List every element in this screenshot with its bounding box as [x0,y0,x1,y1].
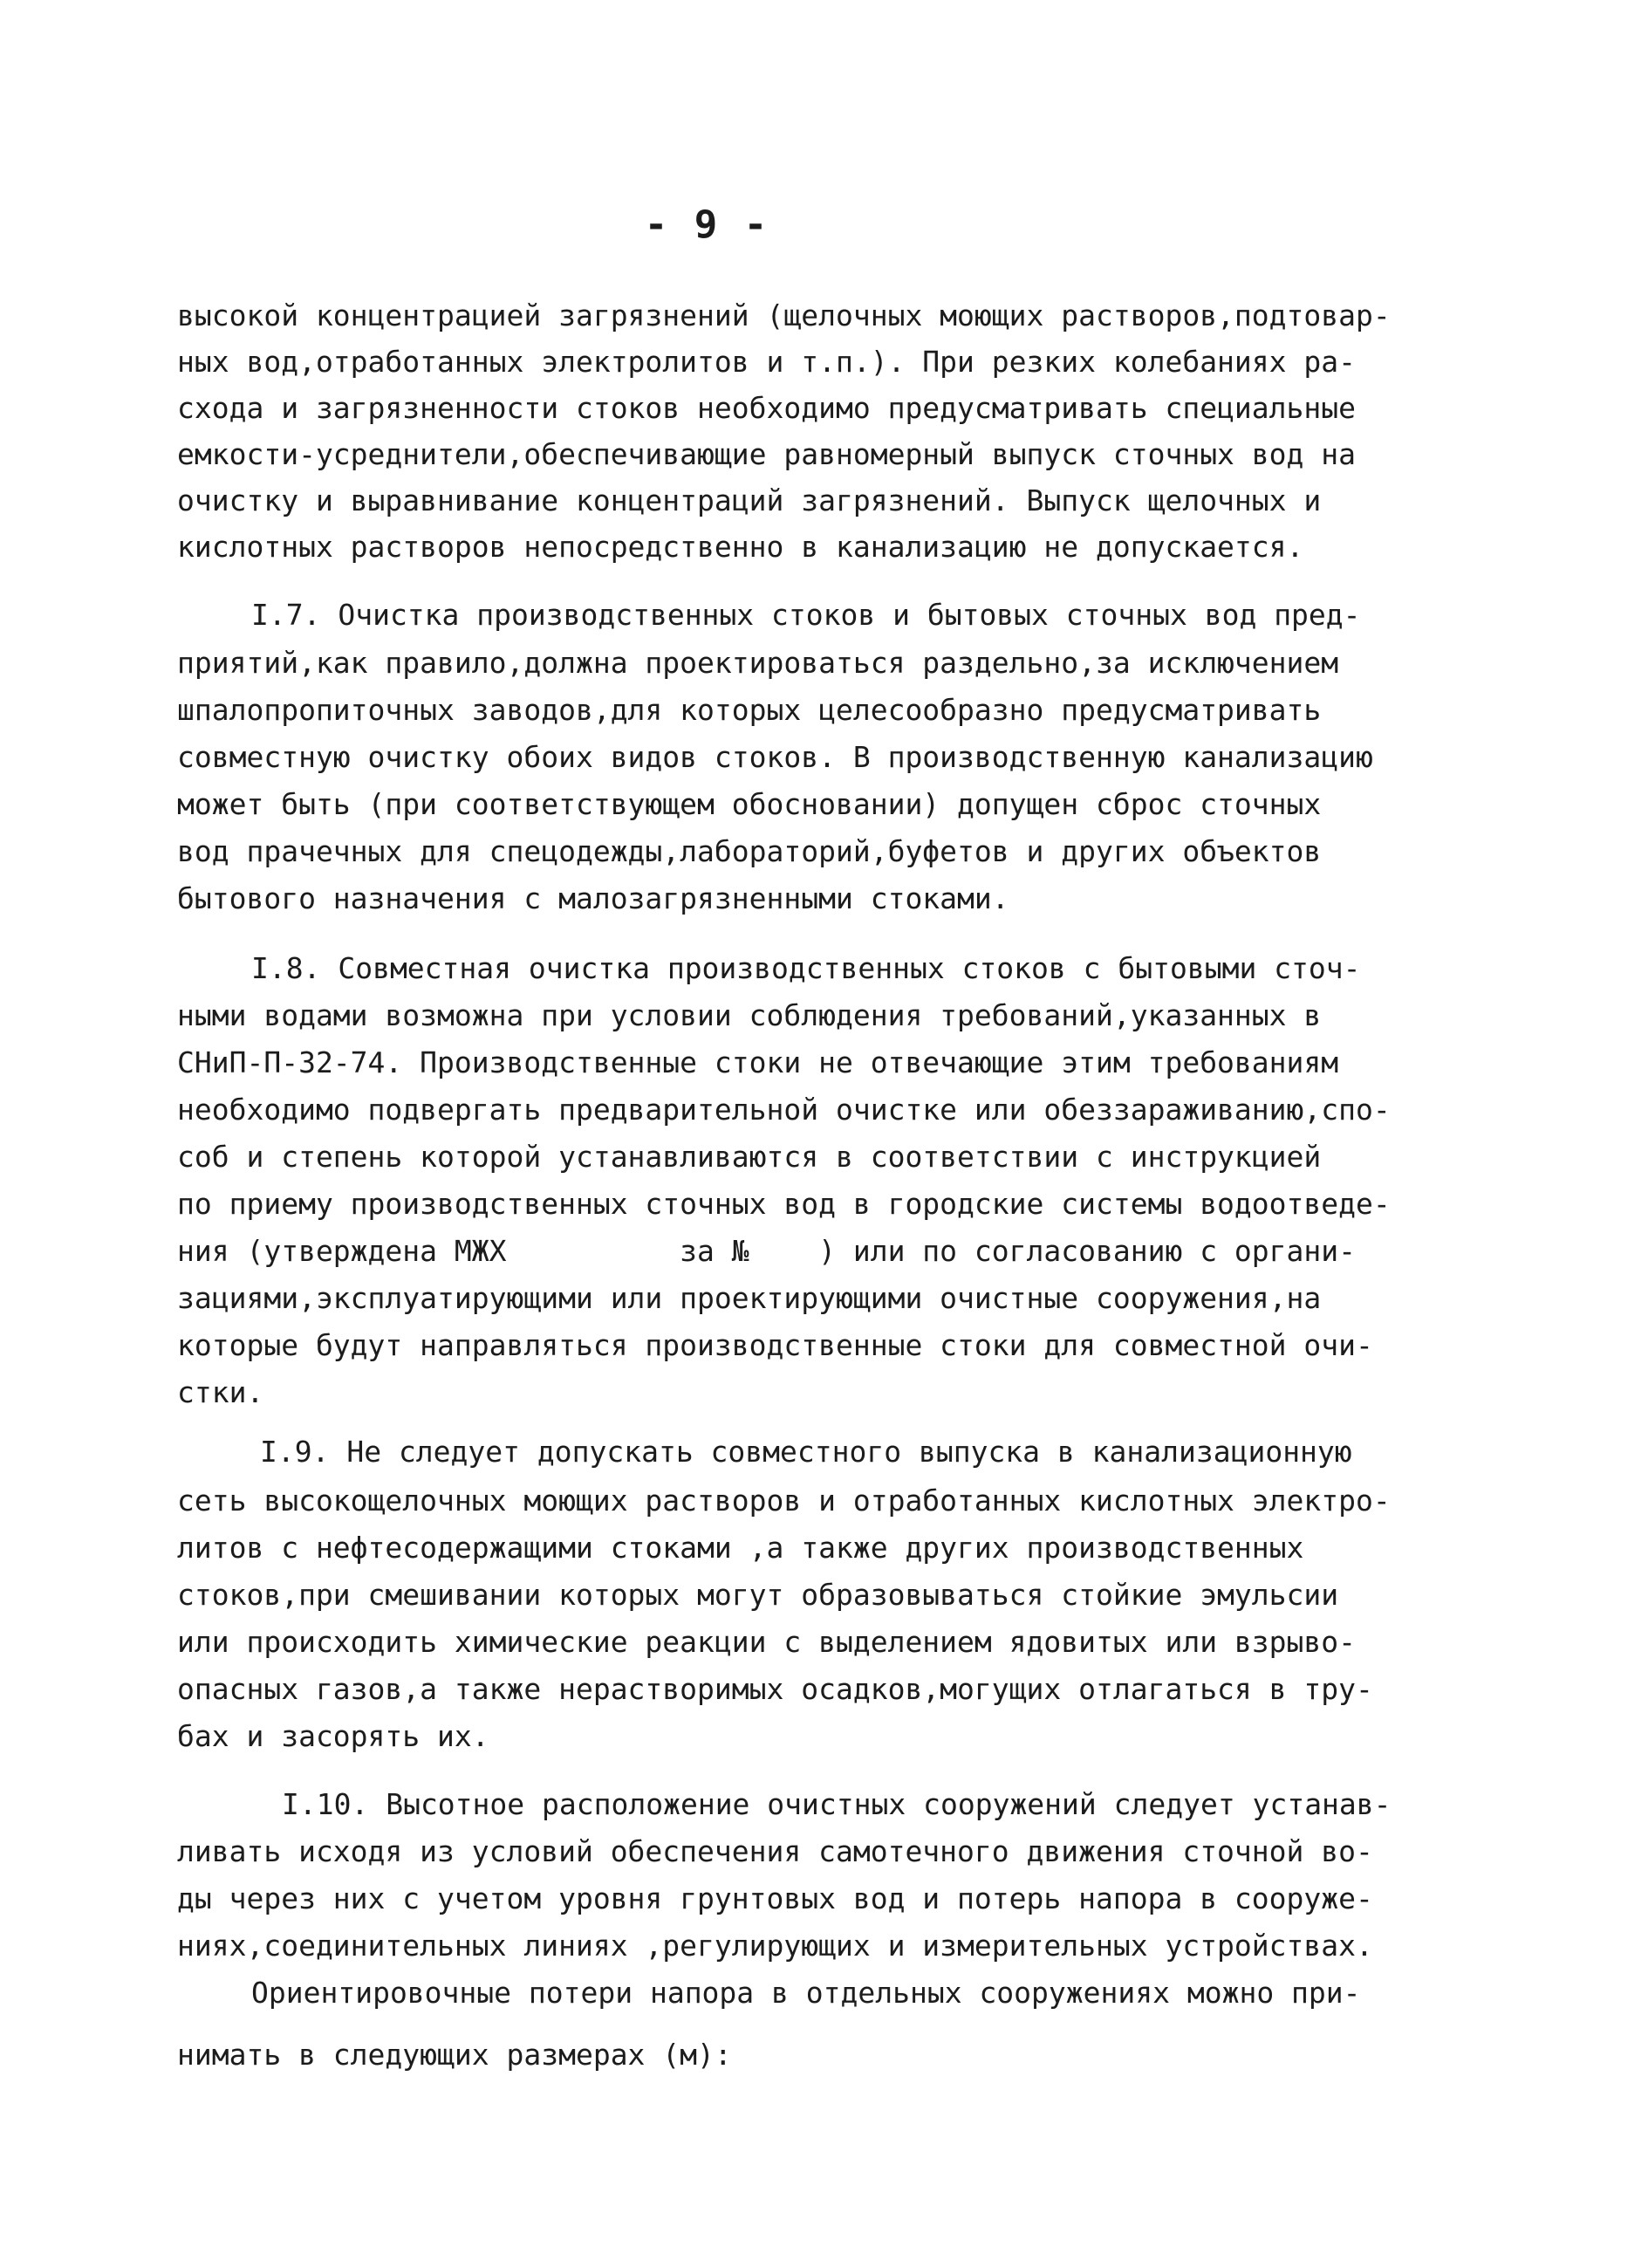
text-line: шпалопропиточных заводов,для которых целесообразно предусматривать [177,693,1322,727]
text-line: зациями,эксплуатирующими или проектирующими очистные сооружения,на [177,1281,1322,1315]
text-line: очистку и выравнивание концентраций загрязнений. Выпуск щелочных и [177,483,1322,517]
text-line: необходимо подвергать предварительной очистке или обеззараживанию,спо- [177,1093,1391,1127]
text-line: может быть (при соответствующем обосновании) допущен сброс сточных [177,787,1322,821]
text-line: нимать в следующих размерах (м): [177,2038,732,2072]
text-line: ния (утверждена МЖХ за № ) или по согласованию с органи- [177,1234,1357,1268]
text-line: ды через них с учетом уровня грунтовых вод и потерь напора в сооруже- [177,1881,1373,1915]
text-line: или происходить химические реакции с выделением ядовитых или взрыво- [177,1625,1357,1659]
text-line: кислотных растворов непосредственно в канализацию не допускается. [177,530,1304,564]
section-1-8-first-line: I.8. Совместная очистка производственных стоков с бытовыми сточ- [251,951,1361,985]
text-line: совместную очистку обоих видов стоков. В производственную канализацию [177,740,1373,774]
page-number: - 9 - [644,202,769,247]
text-line: литов с нефтесодержащими стоками ,а также других производственных [177,1531,1304,1565]
text-line: ливать исходя из условий обеспечения самотечного движения сточной во- [177,1834,1373,1868]
text-line: бытового назначения с малозагрязненными стоками. [177,881,1009,915]
text-line: стоков,при смешивании которых могут образовываться стойкие эмульсии [177,1578,1339,1612]
section-1-9-first-line: I.9. Не следует допускать совместного выпуска в канализационную [260,1435,1352,1469]
text-line: приятий,как правило,должна проектироваться раздельно,за исключением [177,646,1339,680]
text-line: по приему производственных сточных вод в городские системы водоотведе- [177,1187,1391,1221]
text-line: сеть высокощелочных моющих растворов и отработанных кислотных электро- [177,1483,1391,1518]
text-line: СНиП-П-32-74. Производственные стоки не отвечающие этим требованиям [177,1045,1339,1079]
text-line: высокой концентрацией загрязнений (щелочных моющих растворов,подтовар- [177,298,1391,332]
text-line: опасных газов,а также нерастворимых осадков,могущих отлагаться в тру- [177,1672,1373,1706]
text-line: схода и загрязненности стоков необходимо предусматривать специальные [177,391,1357,425]
text-line: которые будут направляться производственные стоки для совместной очи- [177,1328,1373,1362]
text-line: бах и засорять их. [177,1719,489,1753]
section-1-10-first-line: I.10. Высотное расположение очистных сооружений следует устанав- [282,1787,1392,1821]
text-line: ными водами возможна при условии соблюдения требований,указанных в [177,998,1322,1032]
section-1-7-first-line: I.7. Очистка производственных стоков и бытовых сточных вод пред- [251,598,1361,632]
text-line: стки. [177,1375,264,1409]
text-line: соб и степень которой устанавливаются в соответствии с инструкцией [177,1140,1322,1174]
text-line: ниях,соединительных линиях ,регулирующих и измерительных устройствах. [177,1929,1373,1963]
text-line: ных вод,отработанных электролитов и т.п.). При резких колебаниях ра- [177,345,1357,379]
text-line: Ориентировочные потери напора в отдельных сооружениях можно при- [251,1976,1361,2010]
text-line: вод прачечных для спецодежды,лабораторий,буфетов и других объектов [177,834,1322,868]
text-line: емкости-усреднители,обеспечивающие равномерный выпуск сточных вод на [177,437,1357,471]
